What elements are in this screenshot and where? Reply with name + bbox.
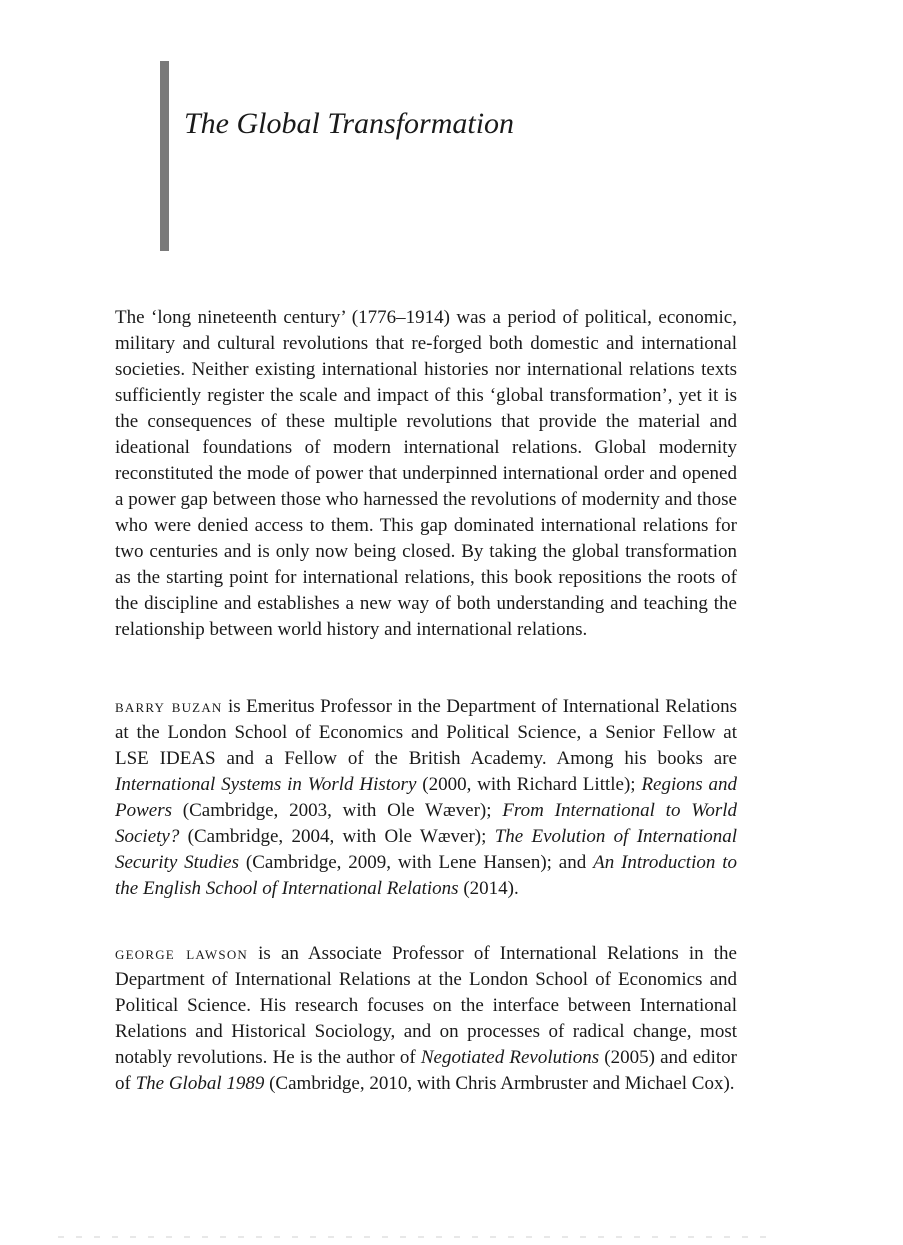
bio-text: (Cambridge, 2009, with Lene Hansen); and xyxy=(239,852,594,873)
book-title-ref: International Systems in World History xyxy=(115,774,417,795)
bio-text: (Cambridge, 2003, with Ole Wæver); xyxy=(172,800,503,821)
book-title-ref: Regions and Powers xyxy=(115,774,738,821)
bio-text: is an Associate Professor of International Relations in the Department of International Relations at the London School of Economics and Political Science. His research focuses on the interface between International Relations and Historical Sociology, and on processes of radical change, most notably revolutions. He is the author of xyxy=(115,943,737,1068)
author-bio-lawson xyxy=(115,941,737,1097)
book-title-ref: Negotiated Revolutions xyxy=(420,1047,600,1068)
bio-text: is Emeritus Professor in the Department of International Relations at the London School of Economics and Political Science, a Senior Fellow at LSE IDEAS and a Fellow of the British Academy. Among his books are xyxy=(115,696,737,769)
title-accent-bar xyxy=(160,61,169,251)
book-title-ref: The Evolution of International Security Studies xyxy=(115,826,737,873)
bio-text: (Cambridge, 2010, with Chris Armbruster and Michael Cox). xyxy=(264,1073,735,1094)
bio-text: (2000, with Richard Little); xyxy=(416,774,642,795)
book-title-ref: The Global 1989 xyxy=(135,1073,265,1094)
author-name-lawson: george lawson xyxy=(115,943,249,964)
book-description: The ‘long nineteenth century’ (1776–1914) was a period of political, economic, military and cultural revolutions that re-forged both domestic and international societies. Neither existing international histories nor international relations texts sufficiently register the scale and impact of this ‘global transformation’, yet it is the consequences of these multiple revolutions that provide the material and ideational foundations of modern international relations. Global modernity reconstituted the mode of power that underpinned international order and opened a power gap between those who harnessed the revolutions of modernity and those who were denied access to them. This gap dominated international relations for two centuries and is only now being closed. By taking the global transformation as the starting point for international relations, this book repositions the roots of the discipline and establishes a new way of both understanding and teaching the relationship between world history and international relations. xyxy=(115,307,737,640)
bio-text: (2005) and editor of xyxy=(115,1047,738,1094)
bio-text: (Cambridge, 2004, with Ole Wæver); xyxy=(179,826,495,847)
author-name-buzan: barry buzan xyxy=(115,696,223,717)
page-edge-artifact xyxy=(58,1236,778,1238)
author-bio-buzan xyxy=(115,694,737,902)
book-title-ref: From International to World Society? xyxy=(115,800,737,847)
book-title: The Global Transformation xyxy=(184,107,515,140)
bio-text: (2014). xyxy=(458,878,519,899)
book-title-ref: An Introduction to the English School of International Relations xyxy=(115,852,738,899)
